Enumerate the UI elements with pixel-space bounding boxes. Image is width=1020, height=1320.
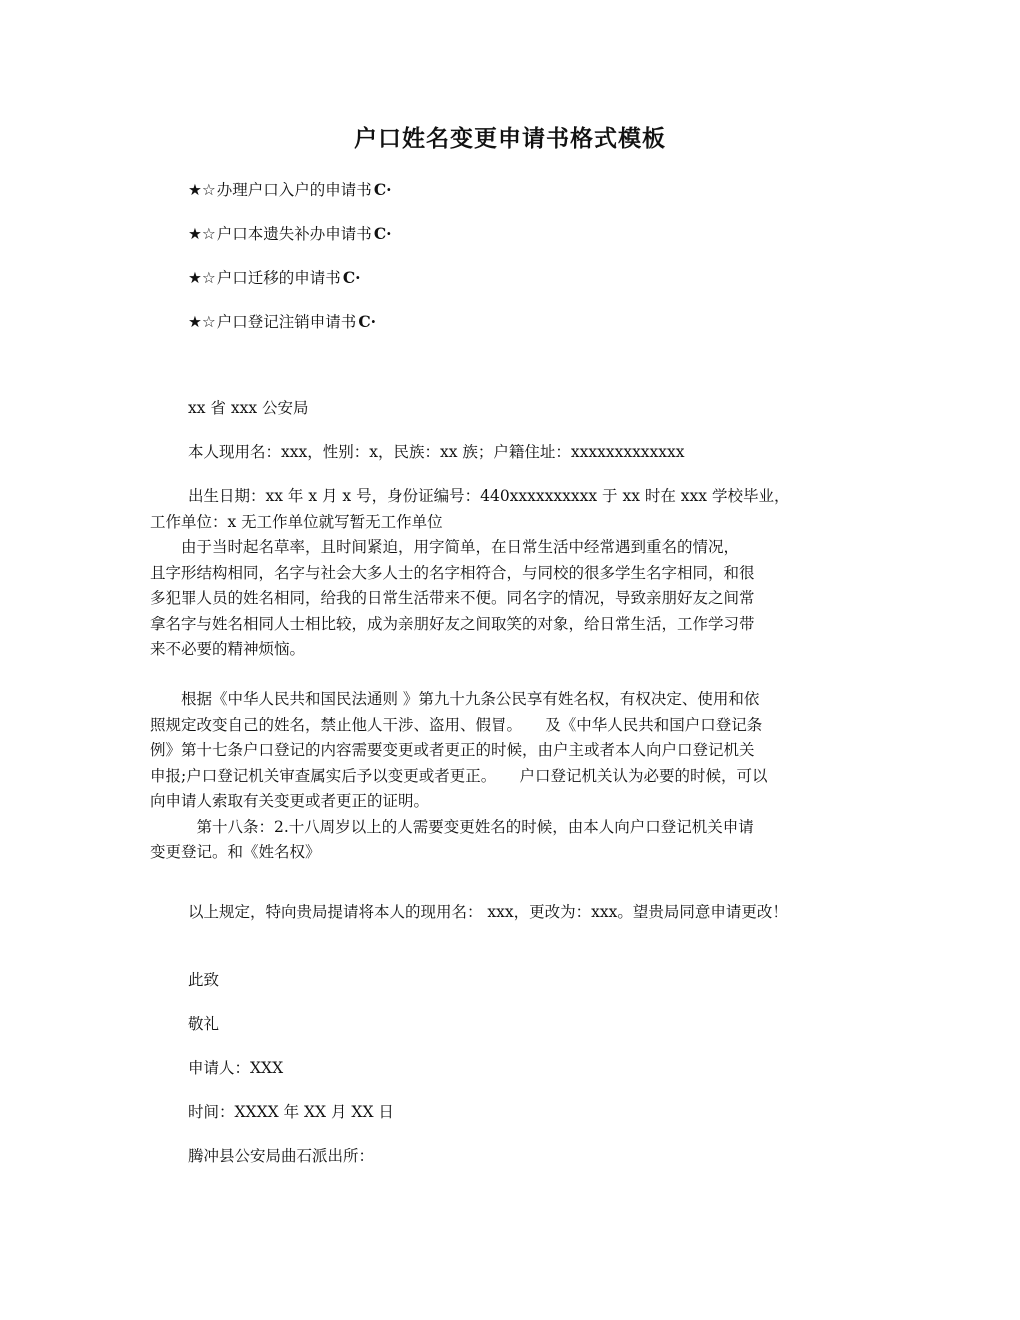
link-label: 户口迁移的申请书: [216, 269, 341, 287]
paragraph-line: 来不必要的精神烦恼。: [150, 640, 306, 658]
star-icon: ★☆: [188, 313, 216, 331]
paragraph-line: 照规定改变自己的姓名，禁止他人干涉、盗用、假冒。 及《中华人民共和国户口登记条: [150, 715, 763, 734]
identity-line: 本人现用名：xxx，性别：x，民族：xx 族；户籍住址：xxxxxxxxxxxxx: [188, 443, 685, 461]
closing-salutation: 此致: [188, 971, 220, 989]
star-icon: ★☆: [188, 269, 216, 287]
paragraph-line: 多犯罪人员的姓名相同，给我的日常生活带来不便。同名字的情况，导致亲朋好友之间常: [150, 589, 755, 607]
paragraph-line: 变更登记。和《姓名权》: [150, 843, 321, 861]
paragraph-line: 第十八条：2.十八周岁以上的人需要变更姓名的时候，由本人向户口登记机关申请: [150, 817, 754, 836]
link-cancellation[interactable]: [188, 310, 376, 332]
link-marker: C·: [342, 268, 361, 287]
date-line: 时间：XXXX 年 XX 月 XX 日: [188, 1103, 394, 1121]
paragraph-line: 根据《中华人民共和国民法通则 》第九十九条公民享有姓名权，有权决定、使用和依: [150, 690, 760, 708]
link-household-registration[interactable]: [188, 178, 392, 200]
birth-line: 出生日期：xx 年 x 月 x 号，身份证编号：440xxxxxxxxxx 于 xx 时在 xxx 学校毕业，: [188, 487, 790, 505]
station-line: 腾冲县公安局曲石派出所：: [188, 1147, 375, 1165]
paragraph-line: 且字形结构相同，名字与社会大多人士的名字相符合，与同校的很多学生名字相同，和很: [150, 563, 755, 582]
star-icon: ★☆: [188, 225, 216, 243]
paragraph-line: 向申请人索取有关变更或者更正的证明。: [150, 792, 430, 810]
reason-paragraph: [150, 535, 870, 663]
paragraph-line: 由于当时起名草率，且时间紧迫，用字简单，在日常生活中经常遇到重名的情况，: [150, 538, 740, 556]
paragraph-line: 例》第十七条户口登记的内容需要变更或者更正的时候，由户主或者本人向户口登记机关: [150, 741, 755, 759]
document-title: 户口姓名变更申请书格式模板: [354, 126, 666, 152]
recipient: xx 省 xxx 公安局: [188, 399, 309, 417]
applicant-line: 申请人：XXX: [188, 1059, 284, 1077]
star-icon: ★☆: [188, 181, 216, 199]
request-line: 以上规定，特向贵局提请将本人的现用名： xxx，更改为：xxx。望贵局同意申请更改！: [188, 903, 788, 921]
link-marker: C·: [358, 312, 377, 331]
closing-respect: 敬礼: [188, 1015, 220, 1033]
link-relocation[interactable]: [188, 266, 361, 288]
paragraph-line: 拿名字与姓名相同人士相比较，成为亲朋好友之间取笑的对象，给日常生活，工作学习带: [150, 614, 755, 633]
link-label: 办理户口入户的申请书: [216, 181, 372, 199]
work-unit-line: 工作单位：x 无工作单位就写暂无工作单位: [150, 513, 443, 531]
link-marker: C·: [373, 180, 392, 199]
law-paragraph: [150, 687, 880, 866]
link-lost-booklet[interactable]: [188, 222, 392, 244]
paragraph-line: 申报;户口登记机关审查属实后予以变更或者更正。 户口登记机关认为必要的时候，可以: [150, 766, 768, 785]
link-marker: C·: [373, 224, 392, 243]
link-label: 户口登记注销申请书: [216, 313, 357, 331]
link-label: 户口本遗失补办申请书: [216, 225, 372, 243]
